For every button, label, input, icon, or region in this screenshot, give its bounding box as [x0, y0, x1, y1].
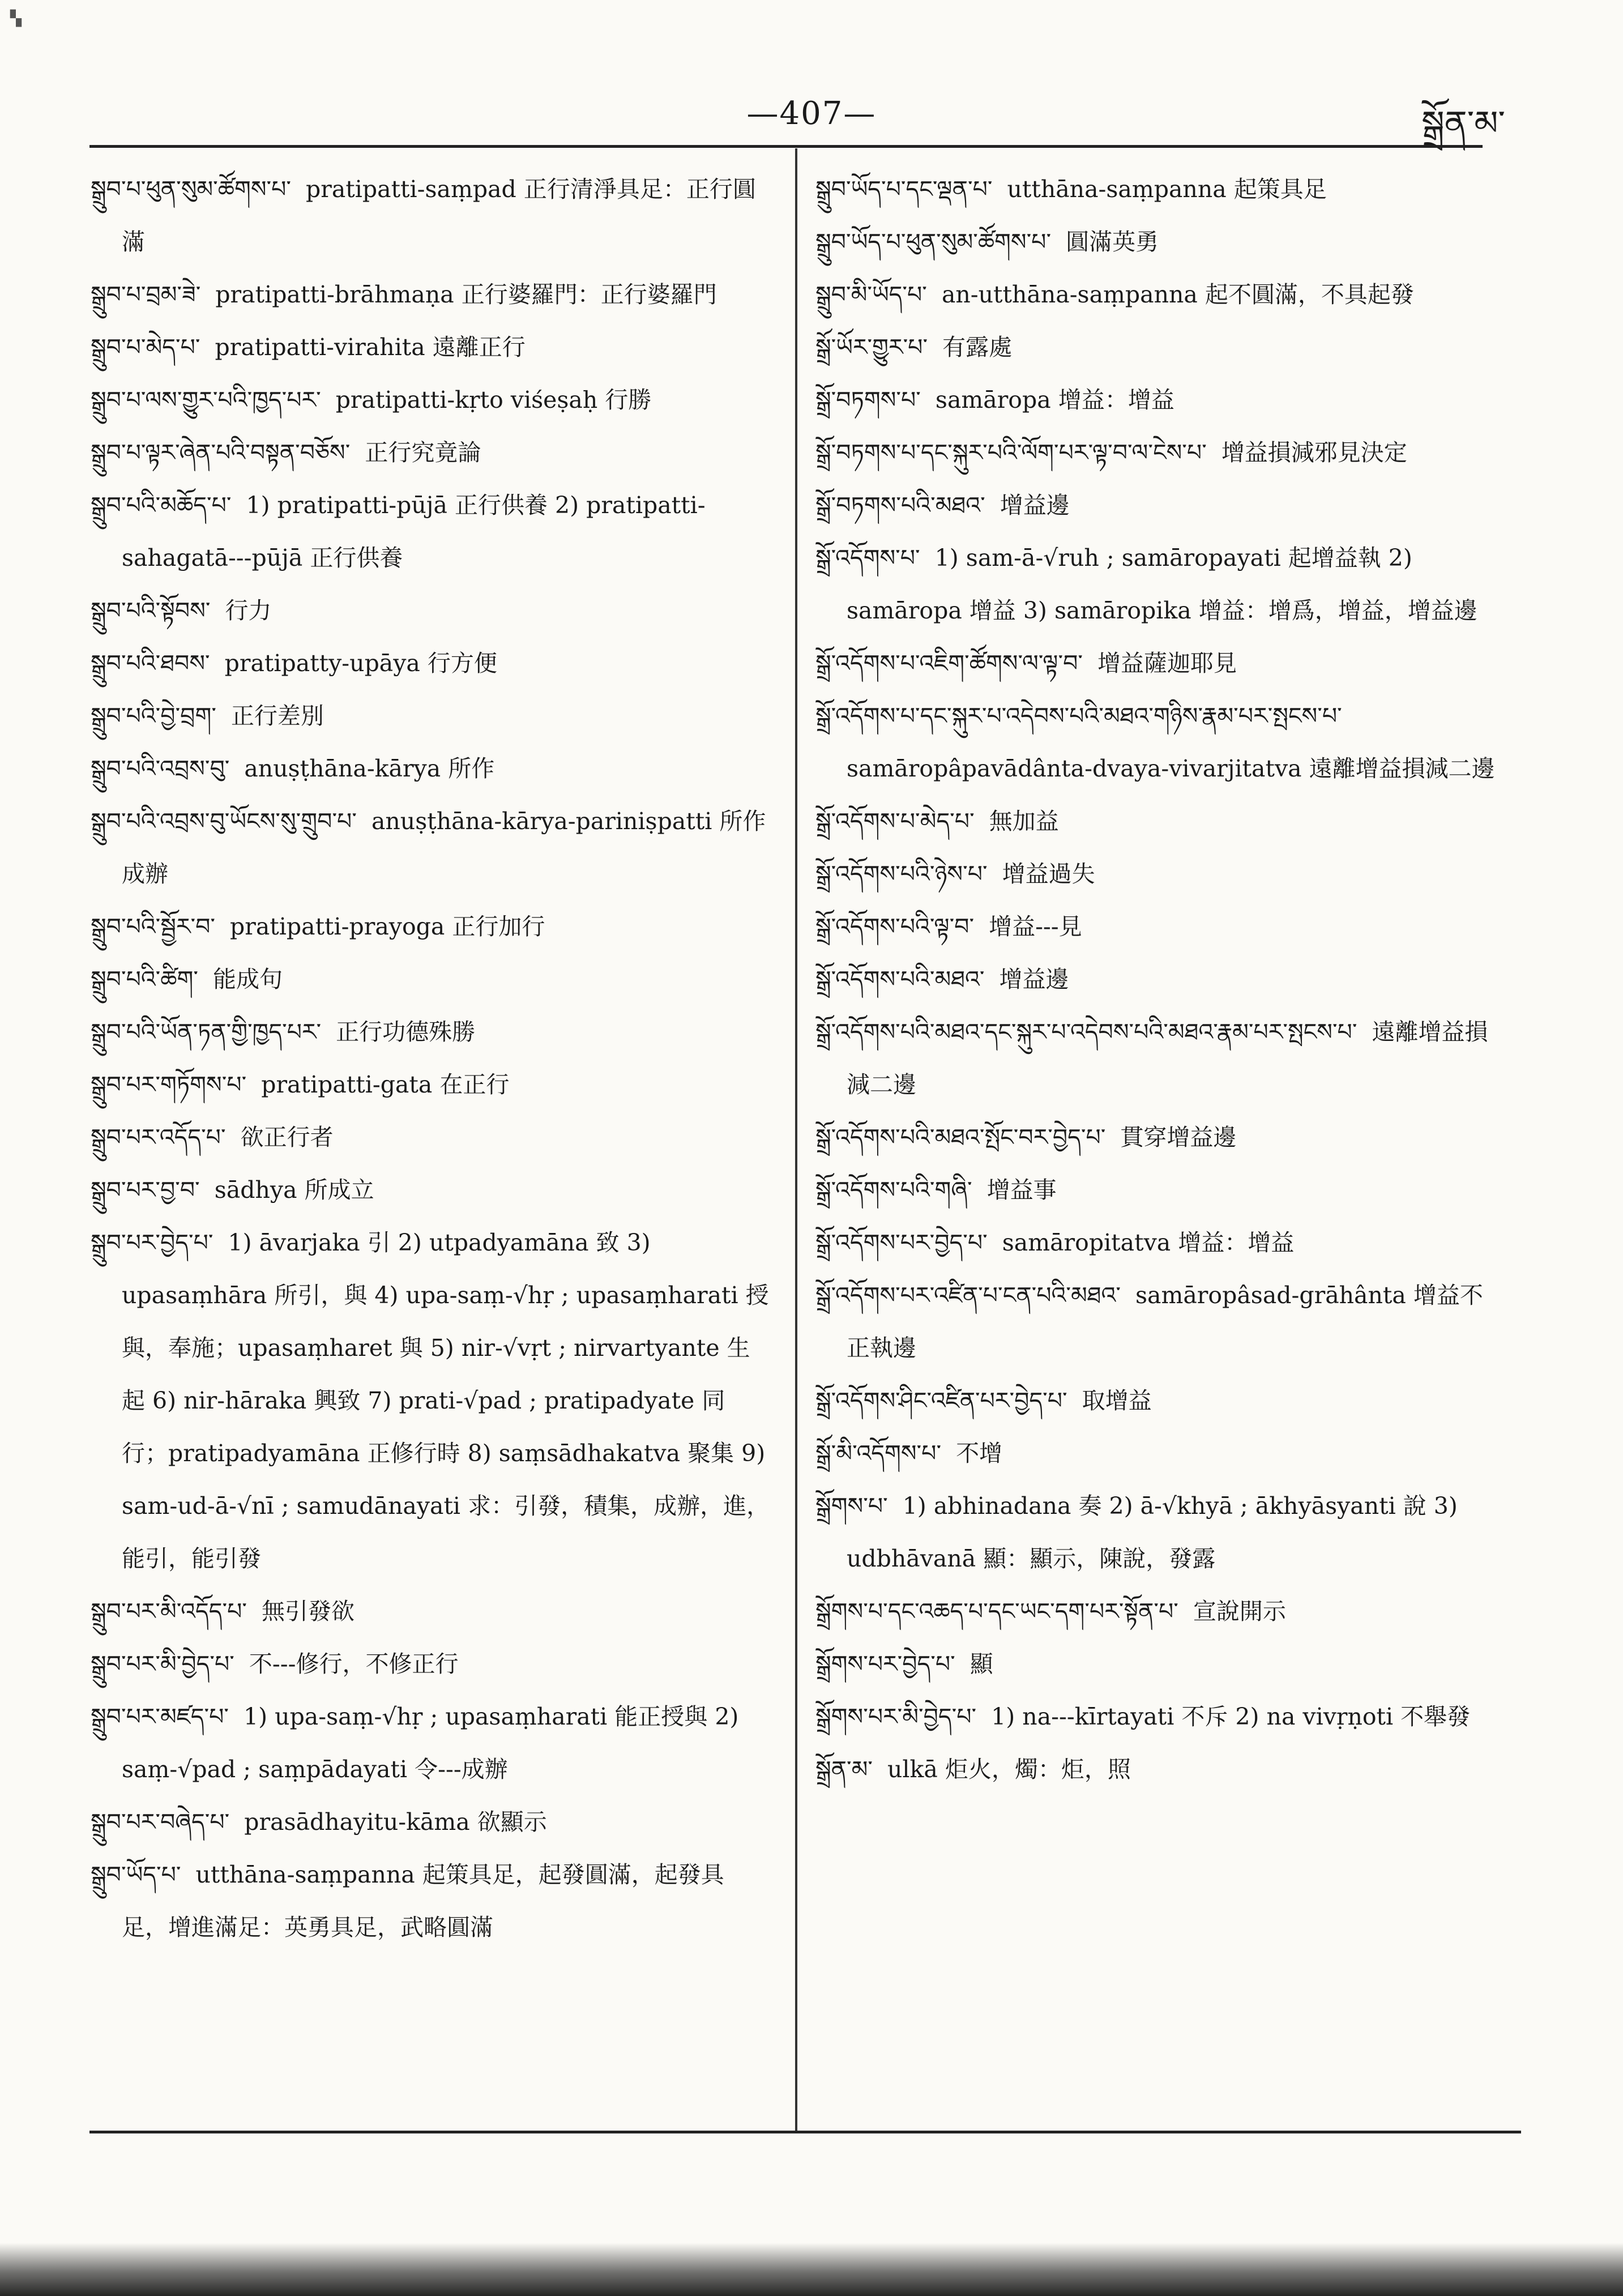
dictionary-entry	[91, 1059, 770, 1111]
dictionary-entry	[815, 479, 1495, 532]
dictionary-entry	[91, 690, 770, 742]
entry-headword: སྒྲུབ་པ་ལས་གྱུར་པའི་ཁྱད་པར་	[91, 386, 321, 413]
entry-definition: anuṣṭhāna-kārya-pariniṣpatti 所作成辦	[122, 808, 766, 887]
page-number: —407—	[746, 95, 877, 132]
dictionary-entry	[91, 163, 770, 268]
entry-headword: སྒྲོ་འདོགས་པའི་གཞི་	[815, 1176, 972, 1204]
entry-headword: སྒྲུབ་པར་བཞེད་པ་	[91, 1808, 230, 1836]
entry-headword: སྒྲུབ་པ་ལྟར་ཞེན་པའི་བསྟན་བཅོས་	[91, 439, 351, 466]
entry-headword: སྒྲུབ་པའི་འབྲས་བུ་ཡོངས་སུ་གྲུབ་པ་	[91, 808, 357, 835]
entry-definition: samāropâsad-grāhânta 增益不正執邊	[847, 1282, 1483, 1362]
dictionary-entry	[815, 1480, 1495, 1585]
dictionary-entry	[91, 1217, 770, 1585]
entry-definition: 無引發欲	[261, 1598, 355, 1625]
entry-definition: 正行差別	[230, 702, 324, 729]
entry-definition: 圓滿英勇	[1066, 228, 1159, 255]
entry-headword: སྒྲོགས་པར་བྱེད་པ་	[815, 1650, 955, 1678]
dictionary-entry	[815, 848, 1495, 901]
entry-headword: སྒྲུབ་པའི་འབྲས་བུ་	[91, 755, 230, 782]
entry-headword: སྒྲོན་མ་	[815, 1756, 873, 1783]
entry-definition: 欲正行者	[240, 1124, 334, 1151]
entry-headword: སྒྲུབ་པ་མེད་པ་	[91, 334, 200, 361]
entry-headword: སྒྲུབ་ཡོད་པ་དང་ལྡན་པ་	[815, 176, 993, 203]
entry-definition: 增益事	[986, 1176, 1057, 1204]
dictionary-entry	[815, 1638, 1495, 1691]
entry-headword: སྒྲོ་འདོགས་པའི་ལྟ་བ་	[815, 913, 975, 940]
dictionary-entry	[91, 321, 770, 374]
entry-headword: སྒྲོ་བཏགས་པ་དང་སྐུར་པའི་ལོག་པར་ལྟ་བ་ལ་ངེས་པ་	[815, 439, 1207, 466]
dictionary-entry	[815, 216, 1495, 268]
dictionary-entry	[91, 637, 770, 690]
dictionary-entry	[815, 901, 1495, 953]
entry-headword: སྒྲོ་འདོགས་པ་དང་སྐུར་པ་འདེབས་པའི་མཐའ་གཉིས་རྣམ་པར་སྤངས་པ་	[815, 702, 1342, 729]
dictionary-entry	[91, 1111, 770, 1164]
dictionary-entry	[815, 1217, 1495, 1269]
entry-definition: 能成句	[212, 966, 283, 993]
dictionary-entry	[91, 901, 770, 953]
dictionary-entry	[91, 1006, 770, 1059]
dictionary-entry	[91, 742, 770, 795]
entry-definition: ulkā 炬火，燭：炬，照	[887, 1756, 1131, 1783]
entry-definition: 1) abhinadana 奏 2) ā-√khyā ; ākhyāsyanti 說 3) udbhāvanā 顯：顯示，陳說，發露	[847, 1492, 1458, 1572]
dictionary-entry	[815, 532, 1495, 637]
entry-headword: སྒྲོགས་པ་	[815, 1492, 888, 1520]
dictionary-entry	[91, 795, 770, 901]
dictionary-entry	[815, 268, 1495, 321]
entry-definition: 增益邊	[999, 966, 1069, 993]
entry-definition: 增益邊	[1000, 492, 1070, 519]
entry-headword: སྒྲུབ་ཡོད་པ་	[91, 1861, 181, 1888]
dictionary-entry	[815, 690, 1495, 795]
dictionary-entry	[815, 1269, 1495, 1375]
entry-headword: སྒྲུབ་ཡོད་པ་ཕུན་སུམ་ཚོགས་པ་	[815, 228, 1052, 255]
entry-definition: pratipatti-saṃpad 正行清淨具足：正行圓滿	[122, 176, 756, 255]
entry-definition: utthāna-saṃpanna 起策具足，起發圓滿，起發具足，增進滿足：英勇具足，武略圓滿	[122, 1861, 724, 1941]
dictionary-entry	[815, 1164, 1495, 1217]
entry-headword: སྒྲུབ་པའི་ཐབས་	[91, 650, 210, 677]
entry-headword: སྒྲོ་འདོགས་པའི་མཐའ་དང་སྐུར་པ་འདེབས་པའི་མཐའ་རྣམ་པར་སྤངས་པ་	[815, 1018, 1357, 1045]
scan-corner-mark: ▚	[10, 10, 22, 27]
dictionary-entry	[91, 1849, 770, 1954]
entry-definition: an-utthāna-saṃpanna 起不圓滿，不具起發	[941, 281, 1414, 308]
entry-headword: སྒྲོ་མི་འདོགས་པ་	[815, 1440, 942, 1467]
entry-headword: སྒྲུབ་པར་བྱེད་པ་	[91, 1229, 213, 1256]
running-head: སྒྲོན་མ་	[1421, 104, 1505, 143]
dictionary-entry	[815, 1743, 1495, 1796]
entry-definition: 1) sam-ā-√ruh ; samāropayati 起增益執 2) samāropa 增益 3) samāropika 增益：增爲，增益，增益邊	[847, 544, 1477, 624]
dictionary-entry	[91, 1691, 770, 1796]
entry-definition: utthāna-saṃpanna 起策具足	[1007, 176, 1327, 203]
entry-headword: སྒྲུབ་པའི་མཆོད་པ་	[91, 492, 232, 519]
entry-definition: pratipatti-brāhmaṇa 正行婆羅門：正行婆羅門	[215, 281, 717, 308]
entry-definition: 不---修行，不修正行	[249, 1650, 459, 1678]
dictionary-entry	[815, 1375, 1495, 1427]
entry-headword: སྒྲོ་འདོགས་ཤིང་འཛིན་པར་བྱེད་པ་	[815, 1387, 1067, 1414]
dictionary-entry	[91, 479, 770, 584]
entry-definition: 行力	[225, 597, 272, 624]
dictionary-entry	[815, 426, 1495, 479]
entry-headword: སྒྲུབ་པའི་ཚིག་	[91, 966, 198, 993]
entry-definition: 增益薩迦耶見	[1097, 650, 1237, 677]
scan-shadow-edge	[0, 2243, 1623, 2296]
entry-definition: 1) na---kīrtayati 不斥 2) na vivṛṇoti 不舉發	[991, 1703, 1471, 1730]
entry-definition: pratipatti-gata 在正行	[261, 1071, 510, 1098]
entry-headword: སྒྲོ་འདོགས་པར་འཛིན་པ་ངན་པའི་མཐའ་	[815, 1282, 1121, 1309]
entry-headword: སྒྲོ་བཏགས་པ་	[815, 386, 921, 413]
dictionary-entry	[815, 321, 1495, 374]
entry-headword: སྒྲོ་བཏགས་པའི་མཐའ་	[815, 492, 985, 519]
dictionary-entry	[815, 953, 1495, 1006]
entry-definition: prasādhayitu-kāma 欲顯示	[244, 1808, 547, 1836]
entry-definition: samāropâpavādânta-dvaya-vivarjitatva 遠離增益損減二邊	[847, 755, 1495, 782]
entry-definition: pratipatti-prayoga 正行加行	[230, 913, 545, 940]
entry-definition: 增益損減邪見決定	[1221, 439, 1407, 466]
top-rule	[89, 145, 1483, 148]
entry-definition: 1) āvarjaka 引 2) utpadyamāna 致 3) upasaṃhāra 所引，與 4) upa-saṃ-√hṛ ; upasaṃharati 授與，奉施；upasaṃharet 與 5) nir-√vṛt ; nirvartyante 生起 6) nir-hāraka 興致 7) prati-√pad ; pratipadyate 同行；pratipadyamāna 正修行時 8) saṃsādhakatva 聚集 9) sam-ud-ā-√nī ; samudānayati 求：引發，積集，成辦，進，能引，能引發	[122, 1229, 770, 1572]
entry-definition: 貫穿增益邊	[1120, 1124, 1237, 1151]
entry-definition: 宣說開示	[1193, 1598, 1286, 1625]
dictionary-entry	[815, 163, 1495, 216]
dictionary-entry	[815, 1585, 1495, 1638]
entry-definition: anuṣṭhāna-kārya 所作	[244, 755, 495, 782]
entry-headword: སྒྲུབ་པའི་སྦྱོར་བ་	[91, 913, 216, 940]
dictionary-entry	[815, 1691, 1495, 1743]
entry-headword: སྒྲོ་ཡོར་གྱུར་པ་	[815, 334, 928, 361]
dictionary-entry	[91, 1164, 770, 1217]
entry-headword: སྒྲུབ་པའི་བྱེ་བྲག་	[91, 702, 216, 729]
entry-definition: 正行功德殊勝	[336, 1018, 476, 1045]
entry-headword: སྒྲུབ་པར་མི་འདོད་པ་	[91, 1598, 247, 1625]
entry-headword: སྒྲུབ་པའི་ཡོན་ཏན་གྱི་ཁྱད་པར་	[91, 1018, 322, 1045]
dictionary-entry	[815, 637, 1495, 690]
bottom-rule	[89, 2131, 1521, 2133]
left-column	[91, 163, 770, 1954]
entry-headword: སྒྲོ་འདོགས་པའི་མཐའ་སྤོང་བར་བྱེད་པ་	[815, 1124, 1106, 1151]
entry-definition: 顯	[969, 1650, 993, 1678]
entry-headword: སྒྲུབ་པར་མཛད་པ་	[91, 1703, 229, 1730]
entry-headword: སྒྲོགས་པར་མི་བྱེད་པ་	[815, 1703, 977, 1730]
entry-definition: pratipatti-virahita 遠離正行	[215, 334, 526, 361]
entry-definition: sādhya 所成立	[214, 1176, 374, 1204]
dictionary-entry	[91, 953, 770, 1006]
dictionary-entry	[815, 795, 1495, 848]
dictionary-entry	[91, 1585, 770, 1638]
entry-headword: སྒྲོ་འདོགས་པ་འཇིག་ཚོགས་ལ་ལྟ་བ་	[815, 650, 1083, 677]
entry-headword: སྒྲུབ་པར་མི་བྱེད་པ་	[91, 1650, 234, 1678]
entry-headword: སྒྲོ་འདོགས་པའི་མཐའ་	[815, 966, 985, 993]
entry-headword: སྒྲོ་འདོགས་པ་	[815, 544, 920, 571]
entry-headword: སྒྲུབ་པའི་སྟོབས་	[91, 597, 211, 624]
dictionary-entry	[815, 1427, 1495, 1480]
entry-definition: 增益過失	[1002, 860, 1095, 887]
entry-definition: 增益---見	[989, 913, 1082, 940]
entry-definition: 不增	[956, 1440, 1003, 1467]
entry-headword: སྒྲོ་འདོགས་པར་བྱེད་པ་	[815, 1229, 988, 1256]
column-divider	[795, 148, 797, 2131]
entry-definition: 取增益	[1082, 1387, 1152, 1414]
entry-headword: སྒྲོ་འདོགས་པའི་ཉེས་པ་	[815, 860, 988, 887]
dictionary-entry	[91, 426, 770, 479]
dictionary-entry	[91, 1638, 770, 1691]
dictionary-entry	[91, 374, 770, 426]
dictionary-entry	[91, 584, 770, 637]
entry-headword: སྒྲུབ་པ་བྲམ་ཟེ་	[91, 281, 201, 308]
entry-headword: སྒྲུབ་པར་བྱ་བ་	[91, 1176, 200, 1204]
dictionary-entry	[91, 268, 770, 321]
dictionary-entry	[815, 1006, 1495, 1111]
entry-definition: 有露處	[942, 334, 1013, 361]
entry-headword: སྒྲུབ་པ་ཕུན་སུམ་ཚོགས་པ་	[91, 176, 291, 203]
entry-headword: སྒྲུབ་པར་འདོད་པ་	[91, 1124, 226, 1151]
right-column	[815, 163, 1495, 1796]
entry-definition: samāropitatva 增益：增益	[1002, 1229, 1295, 1256]
entry-headword: སྒྲུབ་མི་ཡོད་པ་	[815, 281, 927, 308]
entry-definition: 正行究竟論	[365, 439, 481, 466]
entry-definition: 遠離增益損減二邊	[847, 1018, 1488, 1098]
dictionary-entry	[91, 1796, 770, 1849]
dictionary-entry	[815, 374, 1495, 426]
entry-definition: 無加益	[989, 808, 1059, 835]
entry-headword: སྒྲོ་འདོགས་པ་མེད་པ་	[815, 808, 975, 835]
entry-headword: སྒྲོགས་པ་དང་འཆད་པ་དང་ཡང་དག་པར་སྟོན་པ་	[815, 1598, 1178, 1625]
entry-definition: 1) pratipatti-pūjā 正行供養 2) pratipatti-sahagatā---pūjā 正行供養	[122, 492, 706, 571]
dictionary-entry	[815, 1111, 1495, 1164]
entry-headword: སྒྲུབ་པར་གཏོགས་པ་	[91, 1071, 247, 1098]
entry-definition: 1) upa-saṃ-√hṛ ; upasaṃharati 能正授與 2) saṃ-√pad ; saṃpādayati 令---成辦	[122, 1703, 739, 1783]
entry-definition: pratipatti-kṛto viśeṣaḥ 行勝	[335, 386, 652, 413]
entry-definition: pratipatty-upāya 行方便	[224, 650, 497, 677]
entry-definition: samāropa 增益：增益	[935, 386, 1174, 413]
